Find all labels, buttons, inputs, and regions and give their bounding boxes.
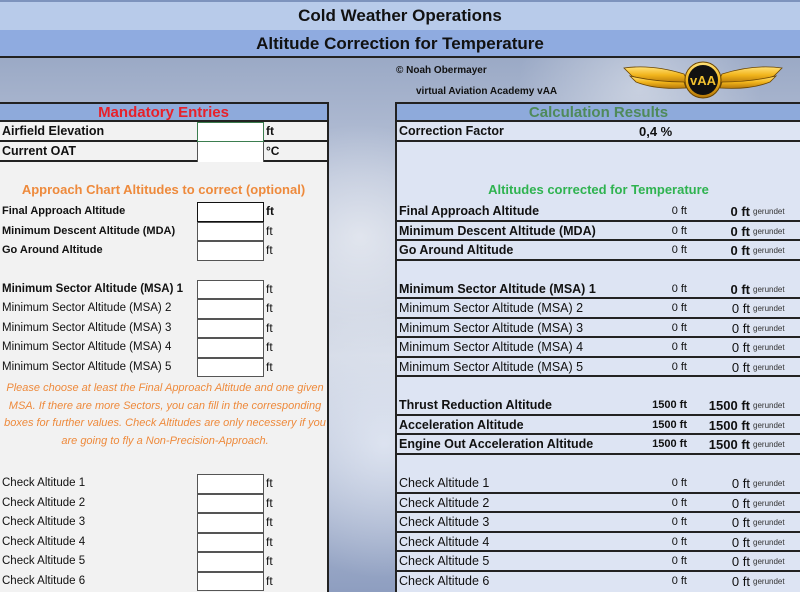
check-1-input[interactable] <box>197 474 264 494</box>
result-row: Acceleration Altitude 1500 ft 1500 ft gerundet <box>397 416 800 436</box>
check-4-input[interactable] <box>197 533 264 553</box>
result-row: Minimum Sector Altitude (MSA) 1 0 ft 0 ft gerundet <box>397 280 800 300</box>
result-row: Check Altitude 1 0 ft 0 ft gerundet <box>397 474 800 494</box>
credit-org: virtual Aviation Academy vAA <box>416 86 558 97</box>
msa-row: Minimum Sector Altitude (MSA) 4 ft <box>0 338 327 358</box>
calculation-results-header: Calculation Results <box>397 102 800 122</box>
check-2-input[interactable] <box>197 494 264 514</box>
check-row: Check Altitude 3 ft <box>0 513 327 533</box>
mda-row: Minimum Descent Altitude (MDA) ft <box>0 222 327 242</box>
msa-4-input[interactable] <box>197 338 264 358</box>
result-row: Check Altitude 2 0 ft 0 ft gerundet <box>397 494 800 514</box>
vaa-wings-logo-icon <box>622 60 784 100</box>
result-row: Minimum Descent Altitude (MDA) 0 ft 0 ft gerundet <box>397 222 800 242</box>
result-row: Check Altitude 6 0 ft 0 ft gerundet <box>399 573 785 589</box>
result-row: Minimum Sector Altitude (MSA) 5 0 ft 0 ft gerundet <box>397 358 800 378</box>
msa-5-input[interactable] <box>197 358 264 378</box>
msa-row: Minimum Sector Altitude (MSA) 5 ft <box>0 358 327 378</box>
msa-row: Minimum Sector Altitude (MSA) 3 ft <box>0 319 327 339</box>
check-6-input[interactable] <box>197 572 264 592</box>
calculation-results-panel <box>395 102 800 592</box>
credit-author: © Noah Obermayer <box>396 65 487 76</box>
msa-row: Minimum Sector Altitude (MSA) 1 ft <box>0 280 327 300</box>
result-row: Check Altitude 5 0 ft 0 ft gerundet <box>397 552 800 572</box>
result-row: Check Altitude 4 0 ft 0 ft gerundet <box>397 533 800 553</box>
result-row: Engine Out Acceleration Altitude 1500 ft 1500 ft gerundet <box>397 435 800 455</box>
result-row: Minimum Sector Altitude (MSA) 4 0 ft 0 ft gerundet <box>397 338 800 358</box>
instruction-note: Please choose at least the Final Approach Altitude and one given MSA. If there are more Sectors, you can fill in the corresponding boxes for further values. Check Altitudes are only necessery if you are going to fly a Non-Precision-Approach. <box>4 382 326 447</box>
check-3-input[interactable] <box>197 513 264 533</box>
msa-3-input[interactable] <box>197 319 264 339</box>
result-row: Go Around Altitude 0 ft 0 ft gerundet <box>397 241 800 261</box>
check-row: Check Altitude 1 ft <box>0 474 327 494</box>
correction-factor-row: Correction Factor 0,4 % <box>397 122 800 142</box>
result-row: Check Altitude 3 0 ft 0 ft gerundet <box>397 513 800 533</box>
check-row: Check Altitude 5 ft <box>0 552 327 572</box>
check-row: Check Altitude 2 ft <box>0 494 327 514</box>
airfield-elevation-input[interactable] <box>197 122 264 142</box>
correction-factor-value: 0,4 % <box>639 124 673 139</box>
current-oat-input[interactable] <box>197 142 264 162</box>
final-approach-row: Final Approach Altitude ft <box>0 202 327 222</box>
msa-1-input[interactable] <box>197 280 264 300</box>
check-row: Check Altitude 6 ft <box>0 572 327 592</box>
mda-input[interactable] <box>197 222 264 242</box>
result-row: Thrust Reduction Altitude 1500 ft 1500 ft gerundet <box>397 396 800 416</box>
corrected-section-title: Altitudes corrected for Temperature <box>488 182 709 197</box>
mandatory-entries-header: Mandatory Entries <box>0 102 327 122</box>
check-row: Check Altitude 4 ft <box>0 533 327 553</box>
final-approach-input[interactable] <box>197 202 264 222</box>
check-5-input[interactable] <box>197 552 264 572</box>
airfield-elevation-row: Airfield Elevation ft <box>0 122 327 142</box>
go-around-input[interactable] <box>197 241 264 261</box>
current-oat-row: Current OAT °C <box>0 142 327 162</box>
result-row: Minimum Sector Altitude (MSA) 2 0 ft 0 ft gerundet <box>397 299 800 319</box>
result-row: Final Approach Altitude 0 ft 0 ft gerundet <box>397 202 800 222</box>
msa-row: Minimum Sector Altitude (MSA) 2 ft <box>0 299 327 319</box>
optional-section-title: Approach Chart Altitudes to correct (optional) <box>21 182 306 197</box>
go-around-row: Go Around Altitude ft <box>0 241 327 261</box>
mandatory-entries-panel <box>0 102 329 592</box>
sheet-subtitle: Altitude Correction for Temperature <box>0 30 800 58</box>
result-row: Minimum Sector Altitude (MSA) 3 0 ft 0 ft gerundet <box>397 319 800 339</box>
sheet-title: Cold Weather Operations <box>0 0 800 30</box>
msa-2-input[interactable] <box>197 299 264 319</box>
svg-text:vAA: vAA <box>689 73 717 88</box>
